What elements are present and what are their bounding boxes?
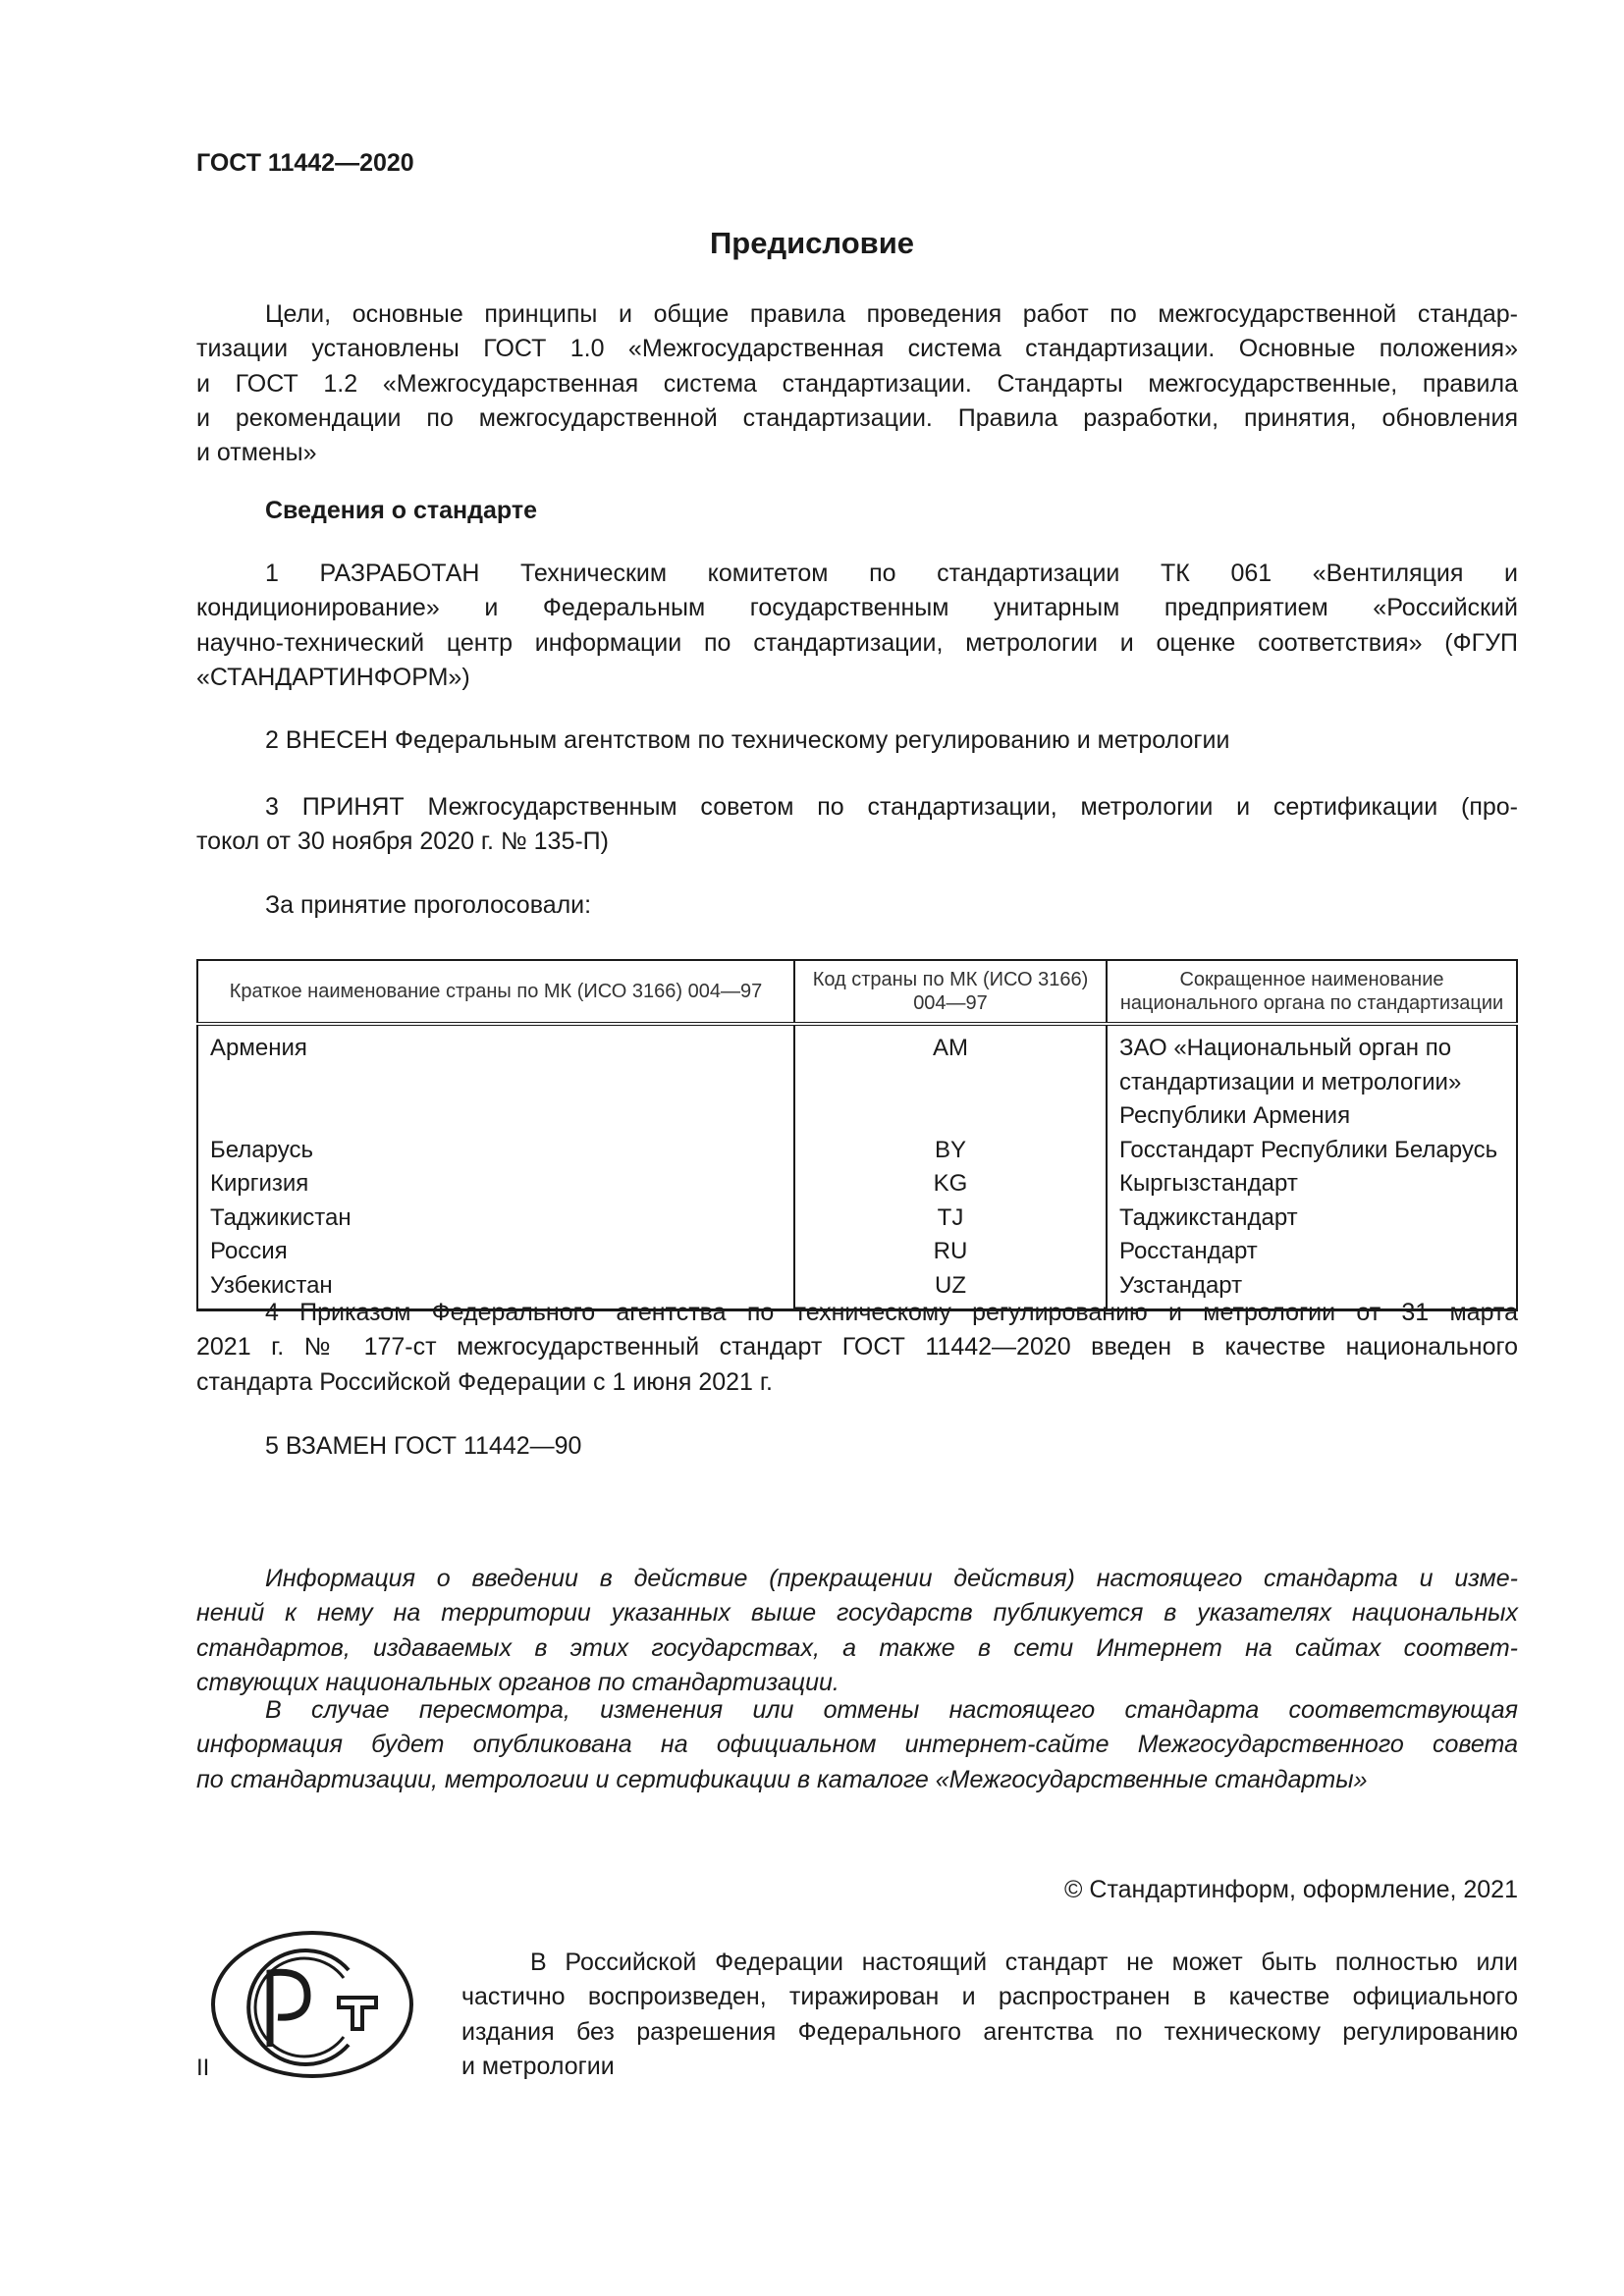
cell-agency: ЗАО «Национальный орган по стандартизации и метрологии» Республики Армения: [1107, 1024, 1517, 1134]
cell-code: UZ: [794, 1269, 1107, 1310]
revision-paragraph: [196, 1693, 1518, 1797]
cell-code: RU: [794, 1235, 1107, 1269]
table-row: [197, 1201, 1517, 1236]
cell-agency: Узстандарт: [1107, 1269, 1517, 1310]
cell-code: KG: [794, 1167, 1107, 1201]
text-line: кондиционирование» и Федеральным государственным унитарным предприятием «Российский: [196, 594, 1518, 622]
text-line: За принятие проголосовали:: [265, 891, 592, 919]
text-line: 2 ВНЕСЕН Федеральным агентством по техническому регулированию и метрологии: [265, 726, 1230, 754]
cell-country: Беларусь: [197, 1134, 794, 1168]
column-header-code: Код страны по МК (ИСО 3166) 004—97: [794, 960, 1107, 1024]
info-paragraph: [196, 1562, 1518, 1700]
voting-table: [196, 959, 1518, 1311]
text-line: стандарта Российской Федерации с 1 июня 2021 г.: [196, 1367, 773, 1396]
text-line: частично воспроизведен, тиражирован и распространен в качестве официального: [461, 1983, 1518, 2011]
vote-caption: [196, 888, 1518, 923]
text-line: и метрологии: [461, 2052, 615, 2080]
text-line: Информация о введении в действие (прекращении действия) настоящего стандарта и изме-: [265, 1565, 1518, 1592]
item-adopted: [196, 790, 1518, 860]
text-line: «СТАНДАРТИНФОРМ»): [196, 663, 470, 691]
cell-agency: Госстандарт Республики Беларусь: [1107, 1134, 1517, 1168]
text-line: Цели, основные принципы и общие правила проведения работ по межгосударственной стандар-: [265, 300, 1518, 328]
table-row: [197, 1134, 1517, 1168]
text-line: стандартов, издаваемых в этих государствах, а также в сети Интернет на сайтах соответ-: [196, 1633, 1518, 1662]
cell-code: AM: [794, 1024, 1107, 1134]
rst-logo-icon: [209, 1929, 415, 2081]
column-header-agency: Сокращенное наименование национального органа по стандартизации: [1107, 960, 1517, 1024]
text-line: 3 ПРИНЯТ Межгосударственным советом по стандартизации, метрологии и сертификации (про-: [265, 793, 1518, 821]
cell-agency: Росстандарт: [1107, 1235, 1517, 1269]
text-line: информация будет опубликована на официальном интернет-сайте Межгосударственного совета: [196, 1731, 1518, 1759]
cell-country: Узбекистан: [197, 1269, 794, 1310]
page-title: Предисловие: [709, 226, 914, 260]
cell-country: Россия: [197, 1235, 794, 1269]
cell-country: Таджикистан: [197, 1201, 794, 1236]
table-header-row: [197, 960, 1517, 1024]
item-order: [196, 1296, 1518, 1400]
text-line: В случае пересмотра, изменения или отмены настоящего стандарта соответствующая: [265, 1696, 1518, 1724]
table-row: [197, 1024, 1517, 1134]
item-developed: [196, 557, 1518, 695]
text-line: 2021 г. № 177-ст межгосударственный стандарт ГОСТ 11442—2020 введен в качестве национального: [196, 1333, 1518, 1362]
cell-country: Армения: [197, 1024, 794, 1134]
text-line: и ГОСТ 1.2 «Межгосударственная система стандартизации. Стандарты межгосударственные, правила: [196, 369, 1518, 398]
text-line: и отмены»: [196, 439, 317, 467]
text-line: 4 Приказом Федерального агентства по техническому регулированию и метрологии от 31 марта: [265, 1299, 1518, 1326]
text-line: нений к нему на территории указанных выше государств публикуется в указателях национальных: [196, 1599, 1518, 1628]
text-line: издания без разрешения Федерального агентства по техническому регулированию: [461, 2017, 1518, 2046]
cell-code: BY: [794, 1134, 1107, 1168]
item-replaces: [196, 1429, 1518, 1464]
text-line: научно-технический центр информации по стандартизации, метрологии и оценке соответствия» (ФГУП: [196, 628, 1518, 657]
cell-agency: Кыргызстандарт: [1107, 1167, 1517, 1201]
cell-country: Киргизия: [197, 1167, 794, 1201]
text-line: В Российской Федерации настоящий стандарт не может быть полностью или: [530, 1949, 1518, 1976]
text-line: и рекомендации по межгосударственной стандартизации. Правила разработки, принятия, обновления: [196, 403, 1518, 432]
text-line: Сведения о стандарте: [265, 497, 538, 524]
text-line: токол от 30 ноября 2020 г. № 135-П): [196, 828, 609, 856]
document-code: ГОСТ 11442—2020: [196, 149, 414, 177]
cell-agency: Таджикстандарт: [1107, 1201, 1517, 1236]
intro-paragraph: [196, 297, 1518, 470]
cell-code: TJ: [794, 1201, 1107, 1236]
text-line: 5 ВЗАМЕН ГОСТ 11442—90: [265, 1432, 582, 1460]
item-introduced: [196, 723, 1518, 758]
text-line: тизации установлены ГОСТ 1.0 «Межгосударственная система стандартизации. Основные положения»: [196, 335, 1518, 363]
text-line: по стандартизации, метрологии и сертификации в каталоге «Межгосударственные стандарты»: [196, 1765, 1368, 1793]
section-heading: [196, 494, 1518, 528]
table-row: [197, 1235, 1517, 1269]
text-line: ствующих национальных органов по стандартизации.: [196, 1668, 839, 1696]
page-number: II: [196, 2055, 210, 2081]
table-row: [197, 1167, 1517, 1201]
text-line: 1 РАЗРАБОТАН Техническим комитетом по стандартизации ТК 061 «Вентиляция и: [265, 560, 1518, 587]
copyright: © Стандартинформ, оформление, 2021: [1064, 1876, 1518, 1903]
column-header-country: Краткое наименование страны по МК (ИСО 3166) 004—97: [197, 960, 794, 1024]
copyright-notice: [461, 1946, 1518, 2084]
